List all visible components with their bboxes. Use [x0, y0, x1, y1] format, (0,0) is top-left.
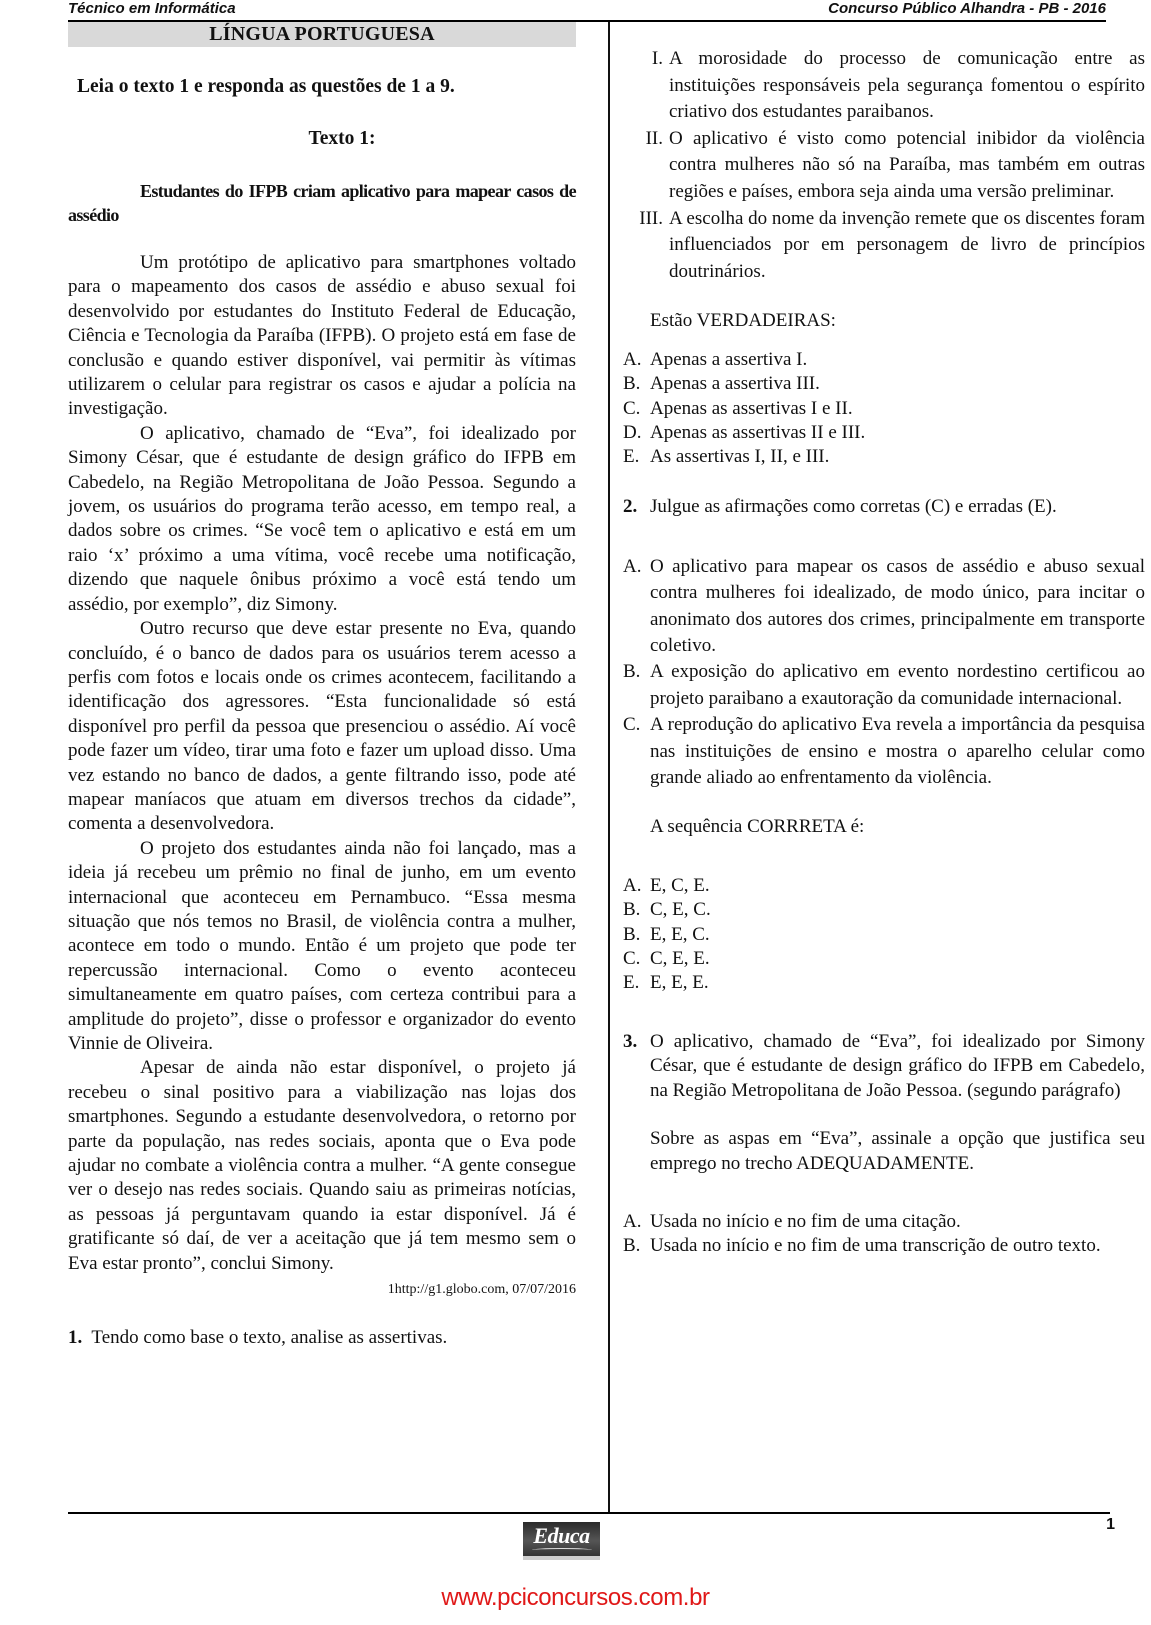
- assertion-text: A morosidade do processo de comunicação entre as instituições responsáveis pela segurança fomentou o espírito criativo dos estudantes paraibanos.: [669, 48, 1145, 123]
- assertion-item: [639, 206, 1145, 286]
- article-paragraph: Apesar de ainda não estar disponível, o projeto já recebeu o sinal positivo para a viabilização nas lojas dos smartphones. Segundo a estudante desenvolvedora, o retorno por parte da população, nas redes sociais, aponta que o Eva pode ajudar no combate a violência contra a mulher. “A gente consegue ver o desejo nas redes sociais. Quando saiu as primeiras notícias, as pessoas já perguntavam quando ia estar disponível. Já é gratificante só daí, de ver a aceitação que já tem mesmo sem o Eva estar pronto”, conclui Simony.: [68, 1057, 576, 1274]
- educa-logo: [523, 1522, 600, 1560]
- statement-item: [623, 659, 1145, 712]
- option-letter: B.: [623, 923, 641, 945]
- answer-option[interactable]: [623, 898, 1145, 922]
- answer-option[interactable]: [623, 874, 1145, 898]
- question-text: O aplicativo, chamado de “Eva”, foi idealizado por Simony César, que é estudante de design gráfico do IFPB em Cabedelo, na Região Metropolitana de João Pessoa. (segundo parágrafo): [650, 1030, 1145, 1101]
- instruction: Leia o texto 1 e responda as questões de 1 a 9.: [77, 76, 455, 97]
- article-headline: Estudantes do IFPB criam aplicativo para mapear casos de assédio: [68, 181, 576, 225]
- option-letter: A.: [623, 874, 642, 896]
- text-label: Texto 1:: [308, 128, 376, 149]
- assertion-mark: II.: [645, 127, 663, 149]
- question-3-prompt: [623, 1030, 1145, 1103]
- q1-assertions: [639, 46, 1145, 285]
- statement-text: A exposição do aplicativo em evento nordestino certificou ao projeto paraibano a exautoração da comunidade internacional.: [650, 661, 1145, 709]
- option-text: Apenas as assertivas II e III.: [650, 421, 866, 443]
- section-title: LÍNGUA PORTUGUESA: [68, 22, 576, 47]
- answer-option[interactable]: [623, 947, 1145, 971]
- question-number: 1.: [68, 1327, 83, 1349]
- option-text: Usada no início e no fim de uma transcrição de outro texto.: [650, 1235, 1101, 1257]
- option-letter: C.: [623, 397, 641, 419]
- option-text: As assertivas I, II, e III.: [650, 446, 830, 468]
- assertion-text: O aplicativo é visto como potencial inibidor da violência contra mulheres não só na Paraíba, mas também em outras regiões e países, embora seja ainda uma versão preliminar.: [669, 127, 1145, 202]
- answer-option[interactable]: [623, 1210, 1145, 1234]
- option-text: C, E, E.: [650, 948, 710, 970]
- article-source: 1http://g1.globo.com, 07/07/2016: [387, 1282, 576, 1298]
- q3-lead: Sobre as aspas em “Eva”, assinale a opção que justifica seu emprego no trecho ADEQUADAMENTE.: [650, 1128, 1145, 1174]
- option-letter: A.: [623, 1210, 642, 1232]
- q1-options: [623, 348, 1145, 470]
- option-text: Apenas as assertivas I e II.: [650, 397, 853, 419]
- footer-rule: [68, 1512, 1110, 1514]
- assertion-item: [643, 46, 1145, 126]
- q2-statements: [623, 554, 1145, 792]
- assertion-mark: III.: [639, 207, 663, 229]
- page-number: 1: [1106, 1516, 1115, 1533]
- logo-text: Educa: [533, 1523, 590, 1548]
- assertion-item: [643, 126, 1145, 206]
- question-number: 2.: [623, 495, 638, 517]
- option-letter: B.: [623, 899, 641, 921]
- question-text: Tendo como base o texto, analise as assertivas.: [91, 1327, 448, 1349]
- article-paragraph: O projeto dos estudantes ainda não foi lançado, mas a ideia já recebeu um prêmio no final de junho, em um evento internacional que aconteceu em Pernambuco. “Essa mesma situação que nós temos no Brasil, de violência contra a mulher, acontece em todo o mundo. Então é um projeto que pode ter repercussão internacional. Como o evento aconteceu simultaneamente em quatro países, com certeza contribui para a amplitude do projeto”, disse o professor e organizador do evento Vinnie de Oliveira.: [68, 837, 576, 1054]
- q1-lead: Estão VERDADEIRAS:: [650, 310, 836, 332]
- option-letter: D.: [623, 421, 642, 443]
- option-text: Usada no início e no fim de uma citação.: [650, 1210, 961, 1232]
- article-body: [68, 251, 576, 1276]
- header-exam: Concurso Público Alhandra - PB - 2016: [828, 0, 1106, 17]
- statement-letter: B.: [623, 661, 641, 683]
- answer-option[interactable]: [623, 421, 1145, 445]
- q2-options: [623, 874, 1145, 996]
- statement-letter: A.: [623, 555, 642, 577]
- option-letter: E.: [623, 972, 640, 994]
- left-column: [68, 22, 576, 1350]
- answer-option[interactable]: [623, 923, 1145, 947]
- assertion-text: A escolha do nome da invenção remete que os discentes foram influenciados por em personagem de livro de princípios doutrinários.: [669, 207, 1145, 282]
- answer-option[interactable]: [623, 348, 1145, 372]
- question-1-prompt: [68, 1326, 576, 1350]
- header-course: Técnico em Informática: [68, 0, 236, 17]
- option-letter: C.: [623, 948, 641, 970]
- statement-item: [623, 554, 1145, 660]
- statement-text: A reprodução do aplicativo Eva revela a importância da pesquisa nas instituições de ensino e mostra o aparelho celular como grande aliado ao enfrentamento da violência.: [650, 714, 1145, 789]
- answer-option[interactable]: [623, 397, 1145, 421]
- assertion-mark: I.: [651, 48, 663, 69]
- option-text: E, E, C.: [650, 923, 710, 945]
- answer-option[interactable]: [623, 1234, 1145, 1258]
- q3-options: [623, 1210, 1145, 1259]
- statement-text: O aplicativo para mapear os casos de assédio e abuso sexual contra mulheres foi idealizado, de modo único, para incitar o anonimato dos autores dos crimes, principalmente em transporte coletivo.: [650, 555, 1145, 656]
- question-number: 3.: [623, 1030, 638, 1052]
- article-paragraph: O aplicativo, chamado de “Eva”, foi idealizado por Simony César, que é estudante de design gráfico do IFPB em Cabedelo, na Região Metropolitana de João Pessoa. Segundo a jovem, os usuários do programa terão acesso, em tempo real, a dados sobre os crimes. “Se você tem o aplicativo e está em um raio ‘x’ próximo a uma vítima, você recebe uma notificação, dizendo que naquele ônibus próximo a você está tendo um assédio, por exemplo”, diz Simony.: [68, 422, 576, 615]
- answer-option[interactable]: [623, 971, 1145, 995]
- statement-item: [623, 712, 1145, 791]
- option-text: E, C, E.: [650, 874, 710, 896]
- answer-option[interactable]: [623, 445, 1145, 469]
- option-text: Apenas a assertiva III.: [650, 373, 820, 395]
- question-text: Julgue as afirmações como corretas (C) e erradas (E).: [650, 495, 1057, 517]
- option-text: Apenas a assertiva I.: [650, 348, 808, 370]
- q2-lead: A sequência CORRRETA é:: [650, 816, 865, 838]
- right-column: [623, 22, 1145, 1259]
- column-divider: [608, 22, 610, 1512]
- page-header: [68, 0, 1106, 22]
- question-2-prompt: [623, 494, 1145, 520]
- option-letter: A.: [623, 348, 642, 370]
- article-paragraph: Outro recurso que deve estar presente no Eva, quando concluído, é o banco de dados para os usuários terem acesso a perfis com fotos e locais onde os crimes acontecem, facilitando a identificação dos agressores. “Esta funcionalidade só está disponível pro perfil da pessoa que presenciou o assédio. Aí você pode fazer um vídeo, tirar uma foto e fazer um upload disso. Uma vez estando no banco de dados, a gente filtrando isso, pode até mapear maníacos que atuam em diversos trechos da cidade”, comenta a desenvolvedora.: [68, 618, 576, 835]
- statement-letter: C.: [623, 714, 641, 736]
- option-text: E, E, E.: [650, 972, 709, 994]
- option-letter: B.: [623, 1235, 641, 1257]
- option-letter: B.: [623, 373, 641, 395]
- option-letter: E.: [623, 446, 640, 468]
- answer-option[interactable]: [623, 372, 1145, 396]
- option-text: C, E, C.: [650, 899, 711, 921]
- site-link[interactable]: www.pciconcursos.com.br: [441, 1584, 710, 1611]
- article-paragraph: Um protótipo de aplicativo para smartphones voltado para o mapeamento dos casos de assédio e abuso sexual foi desenvolvido por estudantes do Instituto Federal de Educação, Ciência e Tecnologia da Paraíba (IFPB). O projeto está em fase de conclusão e quando estiver disponível, vai permitir às vítimas utilizarem o celular para registrar os casos e ajudar a polícia na investigação.: [68, 252, 576, 420]
